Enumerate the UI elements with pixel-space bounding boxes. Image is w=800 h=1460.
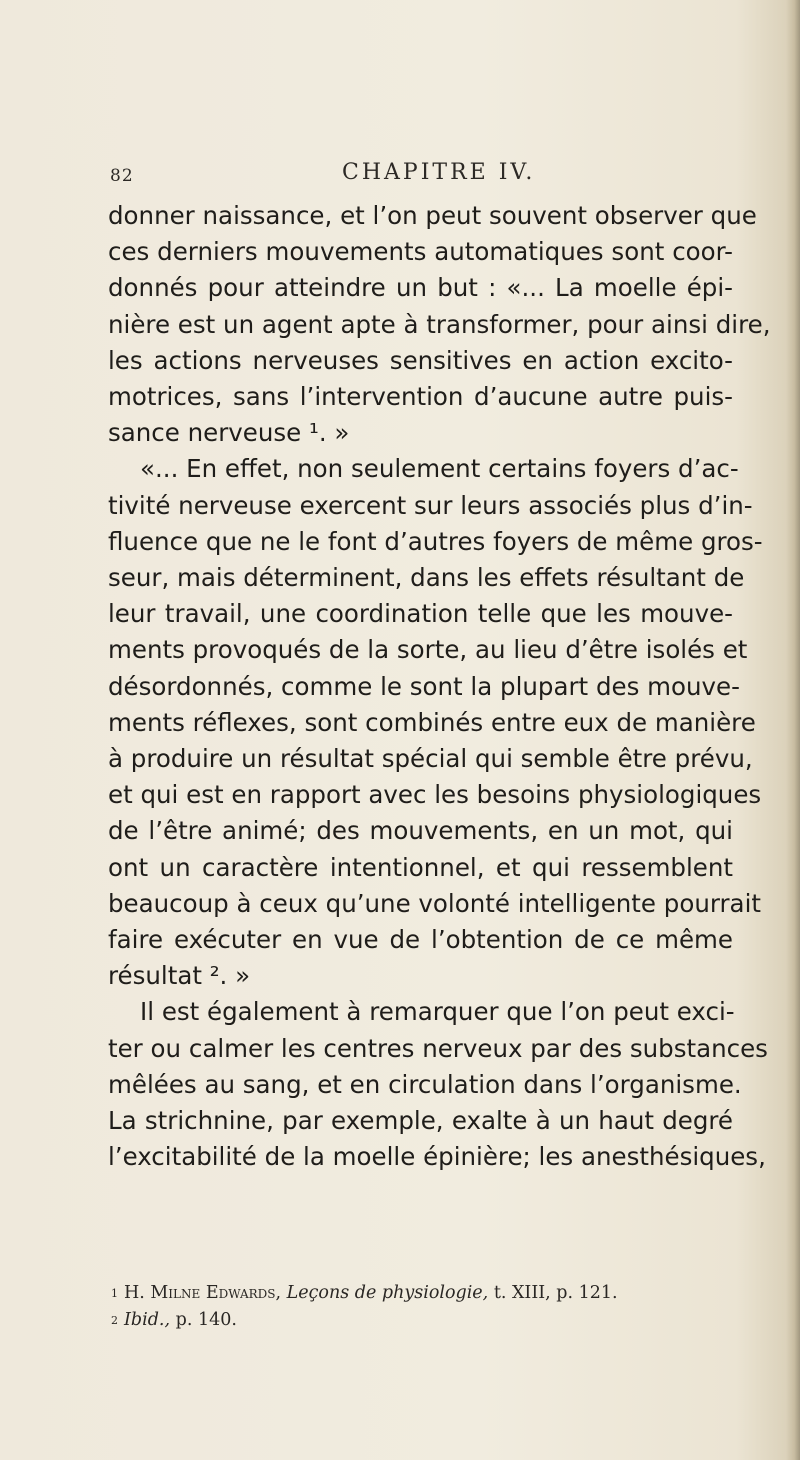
text-line: ments réflexes, sont combinés entre eux de manière [108,707,756,737]
text-line: les actions nerveuses sensitives en action excito- [108,345,733,375]
page-edge-shadow [786,0,800,1460]
text-line: fluence que ne le font d’autres foyers de même gros- [108,526,763,556]
running-head: CHAPITRE IV. [342,160,536,185]
text-line: nière est un agent apte à transformer, pour ainsi dire, [108,309,771,339]
text-line: et qui est en rapport avec les besoins physiologiques [108,780,762,810]
text-line: ces derniers mouvements automatiques sont coor- [108,237,733,267]
text-line: «... En effet, non seulement certains foyers d’ac- [140,454,739,484]
footnote-title: Leçons de physiologie, [286,1283,489,1303]
text-line: La strichnine, par exemple, exalte à un haut degré [108,1106,733,1136]
text-line: leur travail, une coordination telle que les mouve- [108,599,733,629]
text-line: de l’être animé; des mouvements, en un mot, qui [108,816,733,846]
page-header [0,148,800,188]
footnote-reference: p. 140. [175,1310,237,1330]
footnote [108,1280,733,1307]
footnote [108,1307,733,1334]
footnote-reference: t. XIII, p. 121. [493,1283,618,1303]
text-line: faire exécuter en vue de l’obtention de ce même [108,925,733,955]
text-line: ont un caractère intentionnel, et qui ressemblent [108,852,733,882]
text-line: l’excitabilité de la moelle épinière; les anesthésiques, [108,1142,766,1172]
text-line: sance nerveuse ¹. » [108,418,350,448]
text-line: donner naissance, et l’on peut souvent observer que [108,201,757,230]
text-line: ter ou calmer les centres nerveux par des substances [108,1033,768,1063]
text-line: ments provoqués de la sorte, au lieu d’être isolés et [108,635,748,665]
footnotes [108,1280,733,1334]
text-line: donnés pour atteindre un but : «... La moelle épi- [108,273,733,303]
text-line: résultat ². » [108,961,251,991]
text-line: désordonnés, comme le sont la plupart des mouve- [108,671,740,701]
footnote-title: Ibid., [124,1310,171,1330]
page-number: 82 [110,166,134,186]
text-line: mêlées au sang, et en circulation dans l’organisme. [108,1069,742,1099]
body-text [108,198,771,1175]
text-line: seur, mais déterminent, dans les effets résultant de [108,563,745,593]
text-line: Il est également à remarquer que l’on peut exci- [140,997,735,1027]
text-line: tivité nerveuse exercent sur leurs associés plus d’in- [108,490,753,520]
text-line: à produire un résultat spécial qui semble être prévu, [108,744,753,774]
text-line: beaucoup à ceux qu’une volonté intelligente pourrait [108,888,761,918]
footnote-mark: 2 [111,1314,118,1327]
footnote-author: H. Milne Edwards, [124,1283,282,1303]
footnote-mark: 1 [111,1287,118,1300]
text-line: motrices, sans l’intervention d’aucune autre puis- [108,382,733,412]
